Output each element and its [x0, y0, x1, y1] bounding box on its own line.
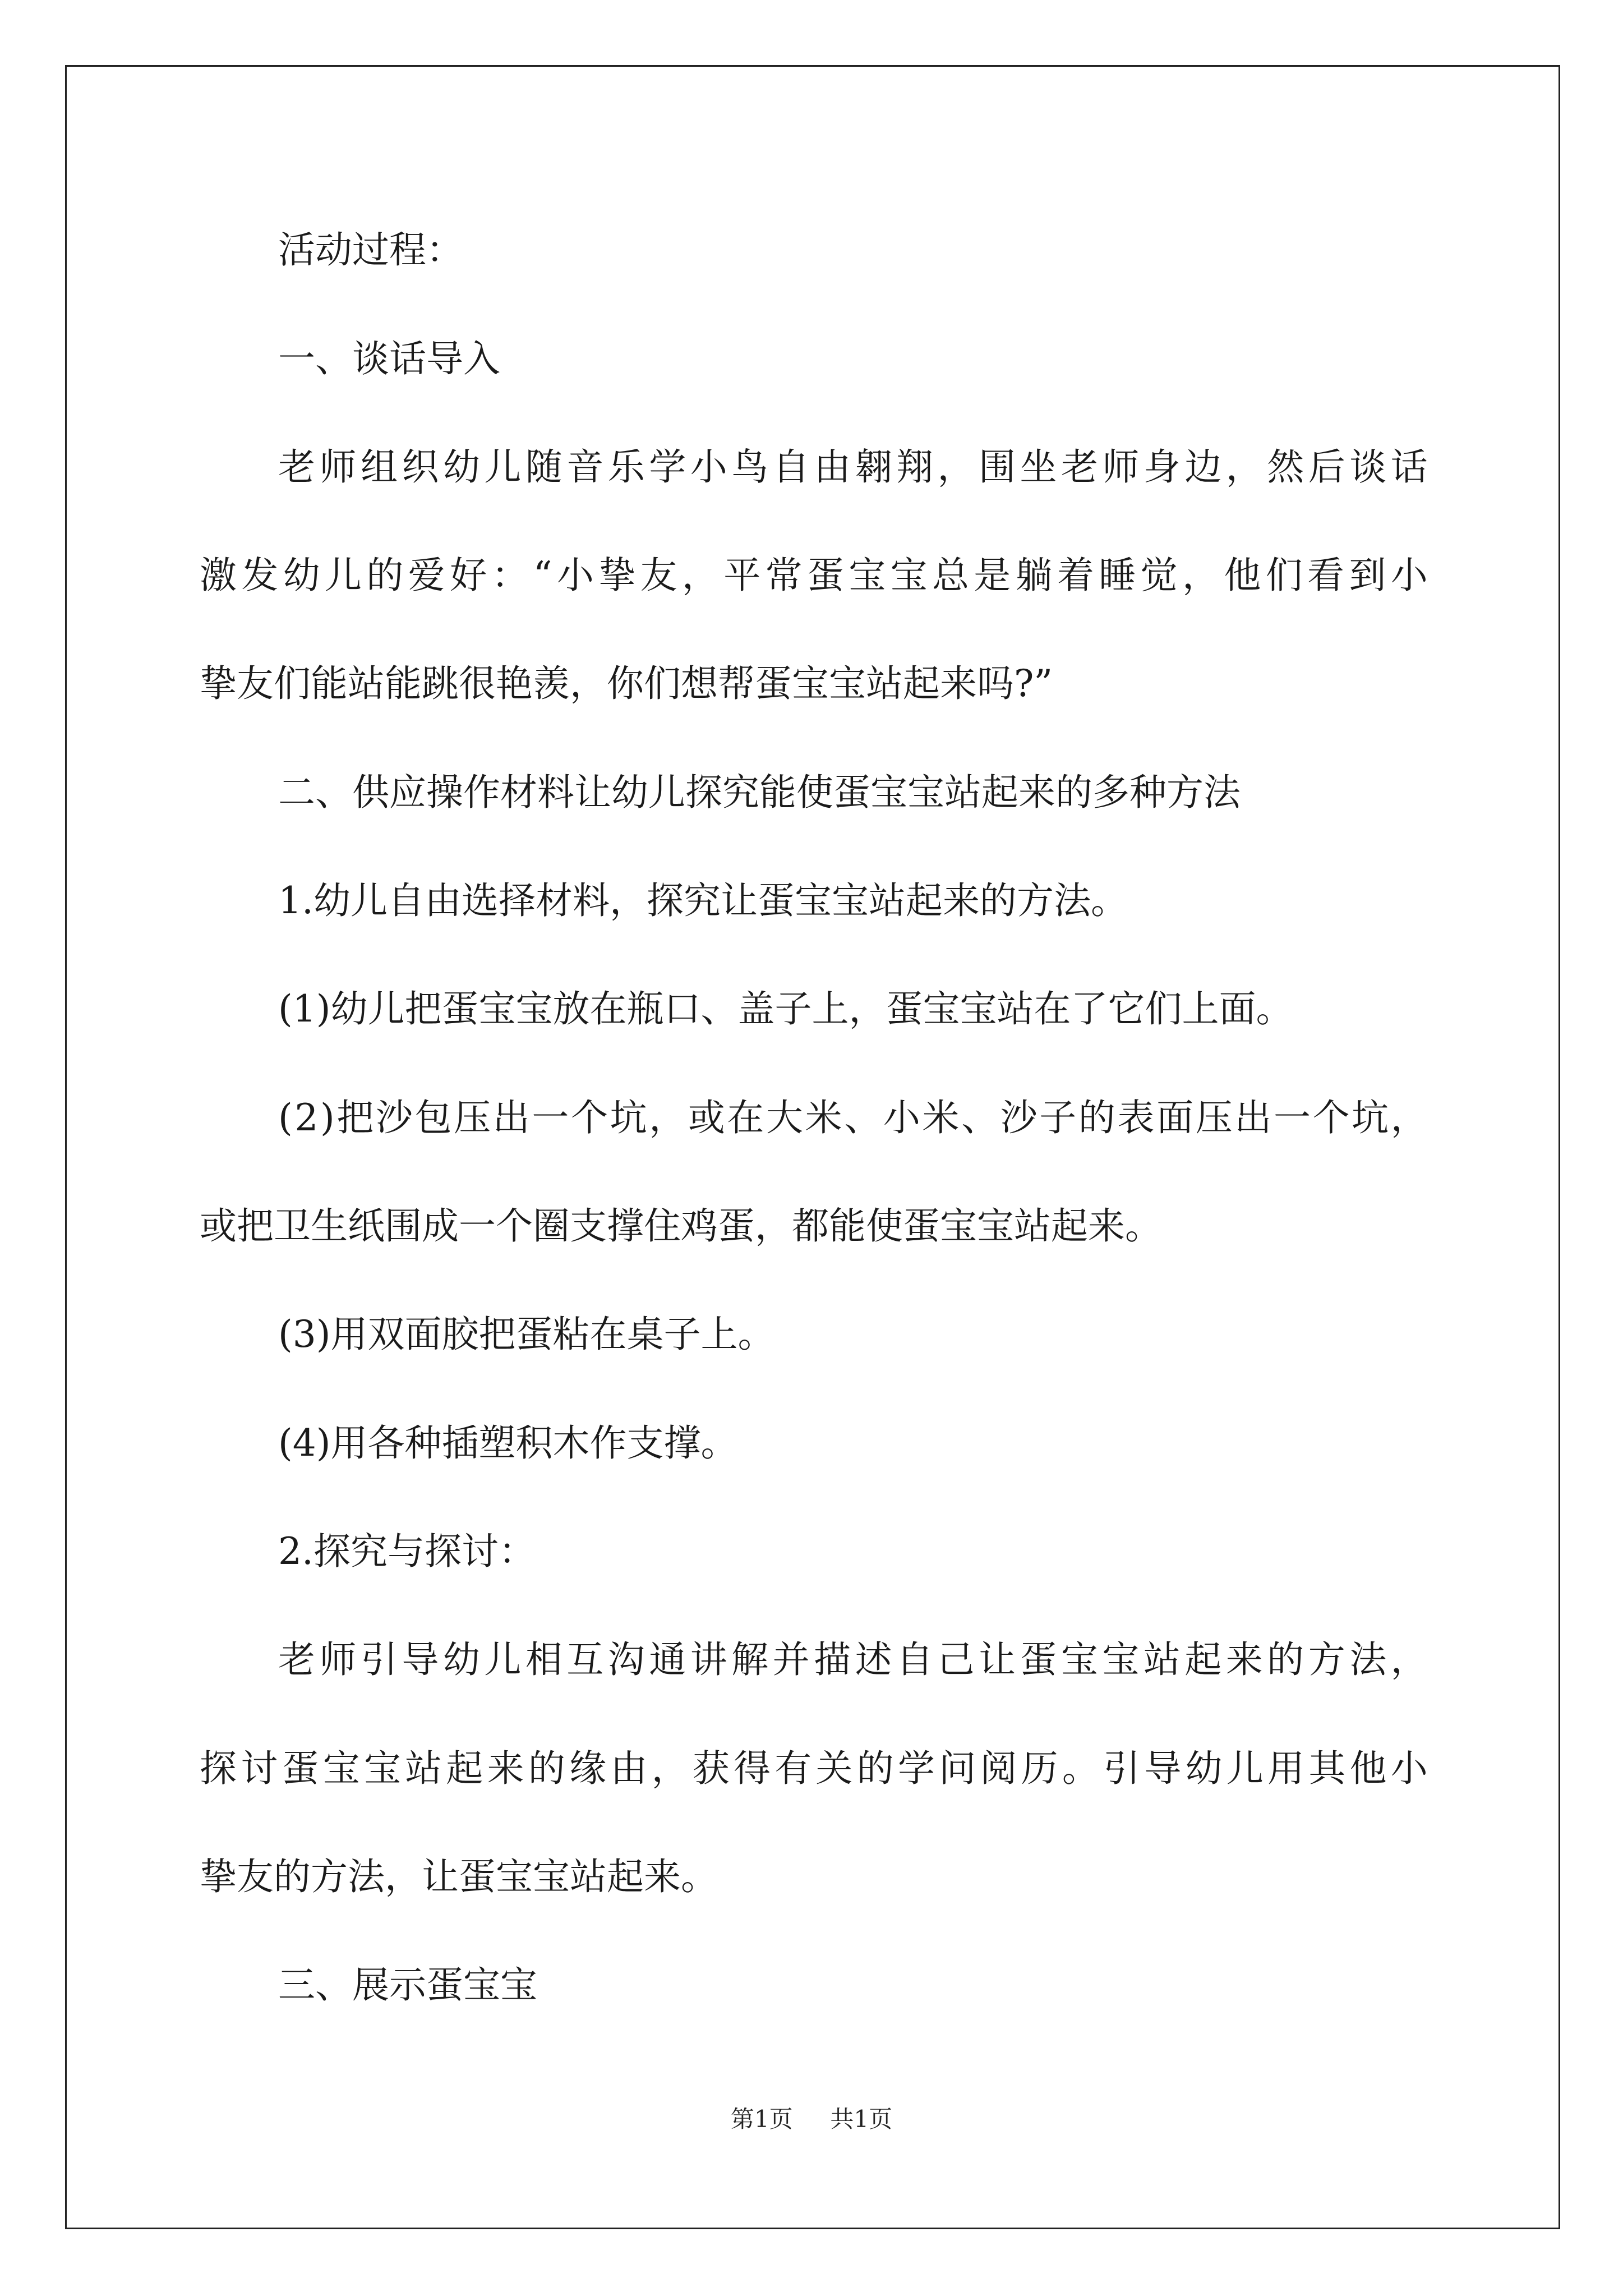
paragraph-line: 挚友的方法，让蛋宝宝站起来。	[200, 1855, 718, 1898]
page-border	[65, 65, 1560, 2229]
list-item-1-4: (4)用各种插塑积木作支撑。	[278, 1421, 738, 1465]
page-footer	[0, 2101, 1623, 2134]
paragraph-line: 或把卫生纸围成一个圈支撑住鸡蛋，都能使蛋宝宝站起来。	[200, 1204, 1162, 1248]
paragraph-line: 探 讨 蛋 宝 宝 站 起 来 的 缘 由 ， 获 得 有 关 的 学 问 阅 历 。 引 导 幼 儿 用 其 他 小	[200, 1747, 1428, 1790]
section-heading-3: 三、展示蛋宝宝	[278, 1963, 537, 2007]
page-number: 第1页	[730, 2105, 793, 2133]
paragraph-line: 老 师 引 导 幼 儿 相 互 沟 通 讲 解 并 描 述 自 己 让 蛋 宝 宝 站 起 来 的 方 法 ，	[278, 1638, 1428, 1681]
list-item-1-1: (1)幼儿把蛋宝宝放在瓶口、盖子上，蛋宝宝站在了它们上面。	[278, 987, 1293, 1030]
paragraph-line: 激 发 幼 儿 的 爱 好 ： “ 小 挚 友 ， 平 常 蛋 宝 宝 总 是 躺 着 睡 觉 ， 他 们 看 到 小	[200, 554, 1428, 597]
list-item-2: 2.探究与探讨：	[278, 1530, 536, 1573]
paragraph-line: 老 师 组 织 幼 儿 随 音 乐 学 小 鸟 自 由 翱 翔 ， 围 坐 老 师 身 边 ， 然 后 谈 话	[278, 445, 1428, 489]
list-item-1: 1.幼儿自由选择材料，探究让蛋宝宝站起来的方法。	[278, 879, 1128, 922]
section-heading-activity-process: 活动过程：	[278, 228, 463, 272]
list-item-1-2: ( 2 ) 把 沙 包 压 出 一 个 坑 ， 或 在 大 米 、 小 米 、 沙 子 的 表 面 压 出 一 个 坑 ，	[278, 1096, 1428, 1139]
total-pages: 共1页	[830, 2105, 893, 2133]
section-heading-2: 二、供应操作材料让幼儿探究能使蛋宝宝站起来的多种方法	[278, 771, 1241, 814]
section-heading-1: 一、谈话导入	[278, 337, 500, 380]
paragraph-line: 挚友们能站能跳很艳羡，你们想帮蛋宝宝站起来吗?”	[200, 662, 1053, 705]
list-item-1-3: (3)用双面胶把蛋粘在桌子上。	[278, 1313, 775, 1356]
